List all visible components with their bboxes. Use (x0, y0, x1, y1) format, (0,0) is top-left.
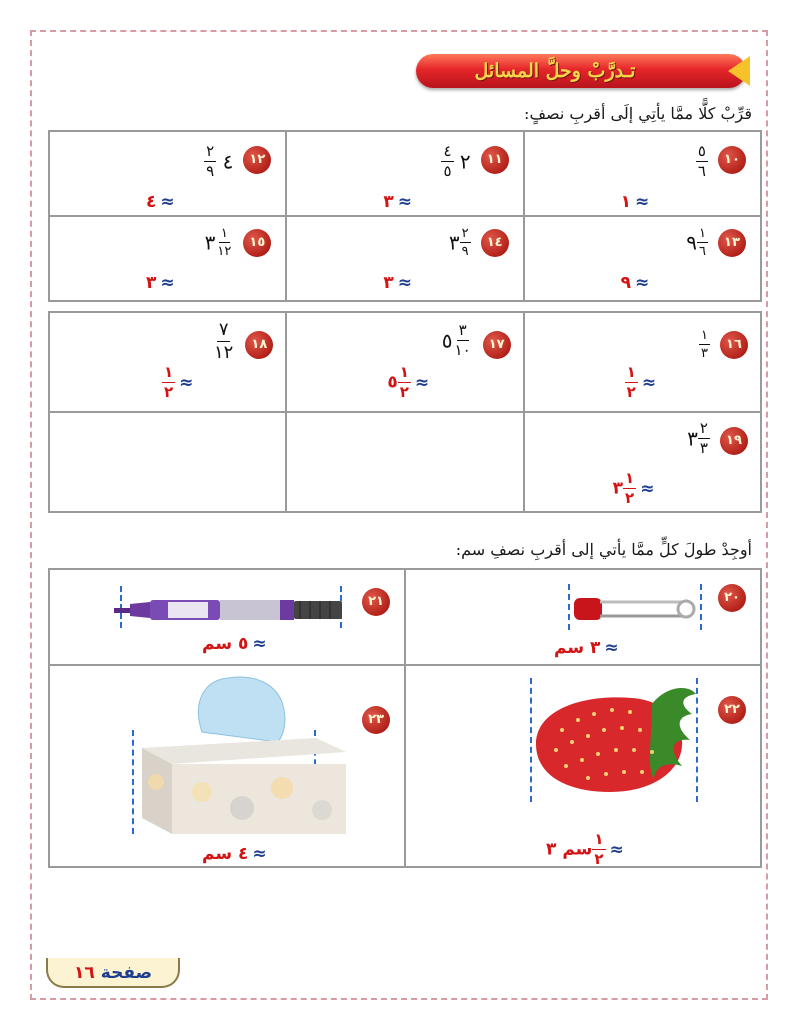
page-label: صفحة (100, 963, 152, 983)
problem-number: ١١ (481, 146, 509, 174)
safety-pin-icon (570, 592, 700, 626)
problem-number: ١٢ (243, 146, 271, 174)
problem-expression: ٣ $\frac{٢}{٣}$ (687, 419, 708, 457)
problem-number: ١٩ (720, 427, 748, 455)
problem-answer: $\frac{١}{٢}$ ≈ (626, 363, 657, 401)
problem-12 (49, 131, 286, 216)
problem-number: ٢٣ (362, 706, 390, 734)
problem-expression: ٩ $\frac{١}{٦}$ (686, 226, 706, 259)
problem-expression: $\frac{٢}{٩}$ ٤ (206, 142, 234, 180)
problem-answer: ٣ ≈ (383, 192, 412, 212)
tissue-box-icon (132, 672, 348, 838)
problem-13 (524, 216, 761, 301)
problem-16 (524, 312, 761, 412)
problem-number: ٢١ (362, 588, 390, 616)
problem-answer: ٤ ≈ (146, 192, 175, 212)
instruction-measure: أوجِدْ طولَ كلٍّ ممَّا يأتي إلى أقربِ نصفِ سم: (455, 540, 752, 559)
problem-expression: ٣ $\frac{٢}{٩}$ (448, 226, 469, 259)
measure-answer: ٤ سم ≈ (202, 844, 267, 864)
problem-answer: ٣ $\frac{١}{٢}$ ≈ (612, 469, 655, 507)
problem-expression: ٥ $\frac{٣}{١٠}$ (441, 321, 471, 359)
problem-expression: $\frac{١}{٣}$ (701, 328, 708, 361)
measure-answer: سم ٣ $\frac{١}{٢}$ ≈ (546, 830, 624, 868)
problem-answer: ٣ ≈ (383, 273, 412, 293)
problem-number: ١٣ (718, 229, 746, 257)
problem-number: ١٠ (718, 146, 746, 174)
measure-grid (48, 568, 762, 868)
problem-20 (405, 569, 761, 665)
problem-expression: ٣ $\frac{١}{١٢}$ (204, 226, 232, 259)
instruction-round: قرِّبْ كلًّا ممَّا يأتِي إلَى أقربِ نصفٍ: (524, 104, 752, 123)
marker-icon (110, 596, 350, 624)
measure-answer: ٣ سم ≈ (554, 638, 619, 658)
problem-15 (49, 216, 286, 301)
problem-21 (49, 569, 405, 665)
problem-22 (405, 665, 761, 867)
banner-arrow-icon (728, 56, 750, 86)
problems-grid-2 (48, 311, 762, 513)
problem-expression: $\frac{٥}{٦}$ (697, 142, 706, 180)
problem-number: ١٤ (481, 229, 509, 257)
problem-10 (524, 131, 761, 216)
problem-number: ٢٢ (718, 696, 746, 724)
problem-number: ١٥ (243, 229, 271, 257)
problem-19 (524, 412, 761, 512)
banner-title: تـدرَّبْ وحلَّ المسائل (474, 60, 636, 82)
problem-expression: $\frac{٤}{٥}$ ٢ (443, 142, 471, 180)
page-number: ١٦ (74, 963, 95, 983)
problem-answer: ٣ ≈ (146, 273, 175, 293)
page-number-tab (46, 958, 180, 988)
problem-number: ٢٠ (718, 584, 746, 612)
problem-answer: ٥ $\frac{١}{٢}$ ≈ (387, 363, 430, 401)
problem-answer: $\frac{١}{٢}$ ≈ (164, 363, 194, 401)
measure-answer: ٥ سم ≈ (202, 634, 267, 654)
problem-14 (286, 216, 523, 301)
problem-expression: $\frac{٧}{١٢}$ (213, 319, 234, 363)
strawberry-icon (532, 680, 702, 800)
problem-number: ١٧ (483, 331, 511, 359)
problem-number: ١٨ (245, 331, 273, 359)
problems-grid-1 (48, 130, 762, 302)
problem-17 (286, 312, 523, 412)
problem-number: ١٦ (720, 331, 748, 359)
problem-answer: ٩ ≈ (620, 273, 650, 293)
empty-cell (286, 412, 523, 512)
empty-cell (49, 412, 286, 512)
measure-line-right (700, 584, 702, 630)
problem-answer: ١ ≈ (620, 192, 650, 212)
problem-11 (286, 131, 523, 216)
problem-18 (49, 312, 286, 412)
problem-23 (49, 665, 405, 867)
